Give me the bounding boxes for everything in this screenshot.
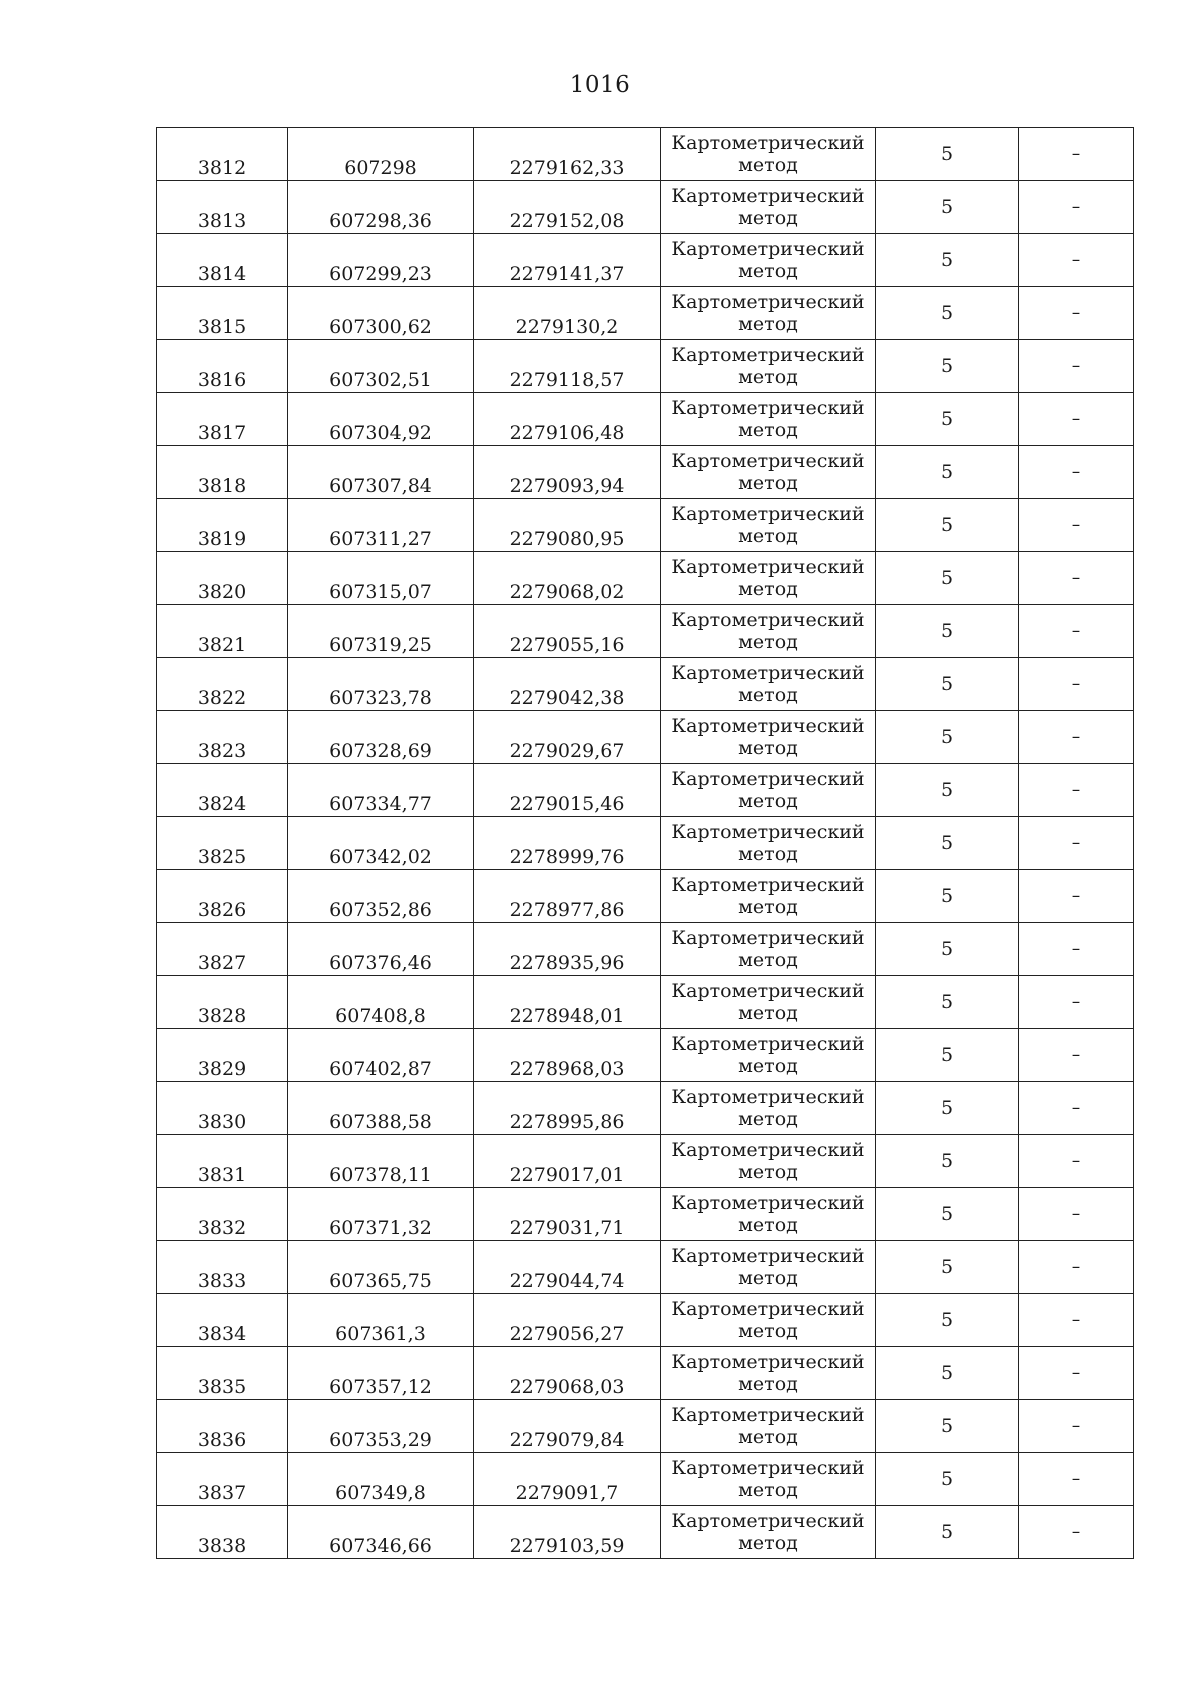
x-coordinate-cell: 607302,51 [288,340,474,393]
point-number-cell: 3837 [157,1453,288,1506]
accuracy-cell: 5 [876,287,1019,340]
point-number-cell: 3816 [157,340,288,393]
method-cell [661,1506,876,1559]
table-row [157,181,1134,234]
accuracy-cell: 5 [876,1347,1019,1400]
table-row [157,1241,1134,1294]
table-row [157,1347,1134,1400]
method-cell [661,446,876,499]
y-coordinate-cell: 2278999,76 [474,817,661,870]
y-coordinate-cell: 2279056,27 [474,1294,661,1347]
y-coordinate-cell: 2279103,59 [474,1506,661,1559]
method-line: Картометрический [671,238,865,260]
accuracy-cell: 5 [876,658,1019,711]
method-line: Картометрический [671,821,865,843]
x-coordinate-cell: 607315,07 [288,552,474,605]
note-cell: – [1019,552,1134,605]
method-cell [661,1082,876,1135]
method-cell [661,923,876,976]
y-coordinate-cell: 2279152,08 [474,181,661,234]
method-line: метод [738,419,798,441]
table-row [157,923,1134,976]
x-coordinate-cell: 607371,32 [288,1188,474,1241]
method-cell [661,1347,876,1400]
y-coordinate-cell: 2279141,37 [474,234,661,287]
point-number-cell: 3828 [157,976,288,1029]
point-number-cell: 3812 [157,128,288,181]
x-coordinate-cell: 607334,77 [288,764,474,817]
x-coordinate-cell: 607299,23 [288,234,474,287]
method-line: метод [738,684,798,706]
table-row [157,552,1134,605]
method-line: Картометрический [671,662,865,684]
y-coordinate-cell: 2278948,01 [474,976,661,1029]
y-coordinate-cell: 2279079,84 [474,1400,661,1453]
method-line: Картометрический [671,185,865,207]
table-row [157,340,1134,393]
accuracy-cell: 5 [876,1294,1019,1347]
method-line: Картометрический [671,768,865,790]
y-coordinate-cell: 2278968,03 [474,1029,661,1082]
y-coordinate-cell: 2279106,48 [474,393,661,446]
point-number-cell: 3825 [157,817,288,870]
method-line: метод [738,631,798,653]
x-coordinate-cell: 607408,8 [288,976,474,1029]
method-cell [661,658,876,711]
table-row [157,1188,1134,1241]
y-coordinate-cell: 2279130,2 [474,287,661,340]
point-number-cell: 3824 [157,764,288,817]
method-line: Картометрический [671,291,865,313]
method-line: Картометрический [671,927,865,949]
method-line: Картометрический [671,1457,865,1479]
method-line: метод [738,154,798,176]
table-row [157,1506,1134,1559]
point-number-cell: 3835 [157,1347,288,1400]
table-row [157,393,1134,446]
table-row [157,1400,1134,1453]
method-line: Картометрический [671,1086,865,1108]
accuracy-cell: 5 [876,128,1019,181]
accuracy-cell: 5 [876,234,1019,287]
y-coordinate-cell: 2279042,38 [474,658,661,711]
method-line: Картометрический [671,1404,865,1426]
x-coordinate-cell: 607328,69 [288,711,474,764]
y-coordinate-cell: 2279044,74 [474,1241,661,1294]
point-number-cell: 3818 [157,446,288,499]
method-cell [661,1294,876,1347]
method-line: метод [738,896,798,918]
accuracy-cell: 5 [876,870,1019,923]
method-line: метод [738,260,798,282]
accuracy-cell: 5 [876,181,1019,234]
x-coordinate-cell: 607402,87 [288,1029,474,1082]
note-cell: – [1019,1506,1134,1559]
method-line: Картометрический [671,1510,865,1532]
method-cell [661,1135,876,1188]
point-number-cell: 3831 [157,1135,288,1188]
method-cell [661,340,876,393]
method-line: Картометрический [671,1245,865,1267]
method-line: метод [738,949,798,971]
note-cell: – [1019,446,1134,499]
accuracy-cell: 5 [876,393,1019,446]
method-cell [661,1241,876,1294]
note-cell: – [1019,234,1134,287]
method-line: метод [738,1108,798,1130]
y-coordinate-cell: 2279029,67 [474,711,661,764]
method-cell [661,287,876,340]
note-cell: – [1019,1400,1134,1453]
method-line: Картометрический [671,556,865,578]
y-coordinate-cell: 2279118,57 [474,340,661,393]
method-line: метод [738,790,798,812]
table-row [157,1082,1134,1135]
table-row [157,234,1134,287]
note-cell: – [1019,923,1134,976]
note-cell: – [1019,287,1134,340]
x-coordinate-cell: 607307,84 [288,446,474,499]
method-line: метод [738,1267,798,1289]
x-coordinate-cell: 607352,86 [288,870,474,923]
table-row [157,711,1134,764]
method-line: Картометрический [671,1139,865,1161]
method-line: метод [738,1214,798,1236]
accuracy-cell: 5 [876,764,1019,817]
x-coordinate-cell: 607323,78 [288,658,474,711]
method-cell [661,1029,876,1082]
accuracy-cell: 5 [876,605,1019,658]
note-cell: – [1019,976,1134,1029]
method-line: метод [738,578,798,600]
note-cell: – [1019,1241,1134,1294]
table-row [157,1029,1134,1082]
method-line: Картометрический [671,1033,865,1055]
point-number-cell: 3833 [157,1241,288,1294]
table-row [157,817,1134,870]
note-cell: – [1019,1135,1134,1188]
note-cell: – [1019,393,1134,446]
accuracy-cell: 5 [876,1029,1019,1082]
y-coordinate-cell: 2279017,01 [474,1135,661,1188]
y-coordinate-cell: 2279068,02 [474,552,661,605]
method-line: Картометрический [671,715,865,737]
point-number-cell: 3838 [157,1506,288,1559]
note-cell: – [1019,340,1134,393]
method-cell [661,552,876,605]
method-cell [661,393,876,446]
table-row [157,287,1134,340]
x-coordinate-cell: 607357,12 [288,1347,474,1400]
method-line: Картометрический [671,1351,865,1373]
accuracy-cell: 5 [876,1453,1019,1506]
method-cell [661,1188,876,1241]
note-cell: – [1019,1029,1134,1082]
table-row [157,605,1134,658]
coordinates-table [156,127,1134,1559]
method-line: метод [738,525,798,547]
method-cell [661,711,876,764]
accuracy-cell: 5 [876,1135,1019,1188]
point-number-cell: 3834 [157,1294,288,1347]
accuracy-cell: 5 [876,711,1019,764]
x-coordinate-cell: 607342,02 [288,817,474,870]
method-cell [661,128,876,181]
x-coordinate-cell: 607378,11 [288,1135,474,1188]
point-number-cell: 3836 [157,1400,288,1453]
point-number-cell: 3826 [157,870,288,923]
accuracy-cell: 5 [876,1082,1019,1135]
table-row [157,1294,1134,1347]
point-number-cell: 3822 [157,658,288,711]
note-cell: – [1019,181,1134,234]
table-row [157,1135,1134,1188]
x-coordinate-cell: 607376,46 [288,923,474,976]
x-coordinate-cell: 607349,8 [288,1453,474,1506]
method-cell [661,181,876,234]
accuracy-cell: 5 [876,1241,1019,1294]
accuracy-cell: 5 [876,817,1019,870]
method-line: Картометрический [671,344,865,366]
note-cell: – [1019,817,1134,870]
x-coordinate-cell: 607300,62 [288,287,474,340]
table-row [157,764,1134,817]
note-cell: – [1019,1453,1134,1506]
note-cell: – [1019,1294,1134,1347]
point-number-cell: 3819 [157,499,288,552]
x-coordinate-cell: 607365,75 [288,1241,474,1294]
point-number-cell: 3813 [157,181,288,234]
y-coordinate-cell: 2279162,33 [474,128,661,181]
y-coordinate-cell: 2278995,86 [474,1082,661,1135]
accuracy-cell: 5 [876,499,1019,552]
method-cell [661,605,876,658]
method-line: метод [738,472,798,494]
table-row [157,658,1134,711]
x-coordinate-cell: 607319,25 [288,605,474,658]
method-line: метод [738,1055,798,1077]
table-body [157,128,1134,1559]
method-cell [661,817,876,870]
accuracy-cell: 5 [876,1400,1019,1453]
x-coordinate-cell: 607298 [288,128,474,181]
y-coordinate-cell: 2279093,94 [474,446,661,499]
method-cell [661,1453,876,1506]
method-cell [661,764,876,817]
y-coordinate-cell: 2278935,96 [474,923,661,976]
point-number-cell: 3823 [157,711,288,764]
note-cell: – [1019,1188,1134,1241]
method-line: метод [738,843,798,865]
y-coordinate-cell: 2279080,95 [474,499,661,552]
note-cell: – [1019,1082,1134,1135]
method-cell [661,1400,876,1453]
note-cell: – [1019,870,1134,923]
point-number-cell: 3821 [157,605,288,658]
method-line: Картометрический [671,1298,865,1320]
method-cell [661,870,876,923]
accuracy-cell: 5 [876,1188,1019,1241]
table-row [157,870,1134,923]
method-line: Картометрический [671,1192,865,1214]
x-coordinate-cell: 607298,36 [288,181,474,234]
method-line: метод [738,1373,798,1395]
table-row [157,446,1134,499]
method-line: метод [738,1320,798,1342]
point-number-cell: 3817 [157,393,288,446]
x-coordinate-cell: 607388,58 [288,1082,474,1135]
point-number-cell: 3832 [157,1188,288,1241]
table-row [157,976,1134,1029]
method-line: Картометрический [671,397,865,419]
y-coordinate-cell: 2279031,71 [474,1188,661,1241]
accuracy-cell: 5 [876,340,1019,393]
method-cell [661,499,876,552]
method-line: метод [738,1426,798,1448]
accuracy-cell: 5 [876,552,1019,605]
method-line: Картометрический [671,503,865,525]
table-row [157,1453,1134,1506]
method-line: метод [738,737,798,759]
note-cell: – [1019,128,1134,181]
method-line: метод [738,1002,798,1024]
note-cell: – [1019,658,1134,711]
y-coordinate-cell: 2279015,46 [474,764,661,817]
table-row [157,499,1134,552]
accuracy-cell: 5 [876,923,1019,976]
x-coordinate-cell: 607361,3 [288,1294,474,1347]
x-coordinate-cell: 607346,66 [288,1506,474,1559]
x-coordinate-cell: 607353,29 [288,1400,474,1453]
note-cell: – [1019,764,1134,817]
note-cell: – [1019,499,1134,552]
method-line: метод [738,313,798,335]
accuracy-cell: 5 [876,446,1019,499]
y-coordinate-cell: 2278977,86 [474,870,661,923]
page-number: 1016 [569,72,631,98]
method-line: метод [738,1532,798,1554]
accuracy-cell: 5 [876,976,1019,1029]
method-line: метод [738,1479,798,1501]
point-number-cell: 3820 [157,552,288,605]
method-line: Картометрический [671,450,865,472]
note-cell: – [1019,1347,1134,1400]
point-number-cell: 3827 [157,923,288,976]
y-coordinate-cell: 2279068,03 [474,1347,661,1400]
point-number-cell: 3830 [157,1082,288,1135]
method-cell [661,234,876,287]
note-cell: – [1019,605,1134,658]
point-number-cell: 3829 [157,1029,288,1082]
point-number-cell: 3814 [157,234,288,287]
method-cell [661,976,876,1029]
x-coordinate-cell: 607304,92 [288,393,474,446]
method-line: Картометрический [671,132,865,154]
method-line: Картометрический [671,609,865,631]
point-number-cell: 3815 [157,287,288,340]
table-row [157,128,1134,181]
method-line: Картометрический [671,980,865,1002]
method-line: метод [738,207,798,229]
note-cell: – [1019,711,1134,764]
accuracy-cell: 5 [876,1506,1019,1559]
y-coordinate-cell: 2279091,7 [474,1453,661,1506]
method-line: Картометрический [671,874,865,896]
x-coordinate-cell: 607311,27 [288,499,474,552]
y-coordinate-cell: 2279055,16 [474,605,661,658]
method-line: метод [738,1161,798,1183]
method-line: метод [738,366,798,388]
